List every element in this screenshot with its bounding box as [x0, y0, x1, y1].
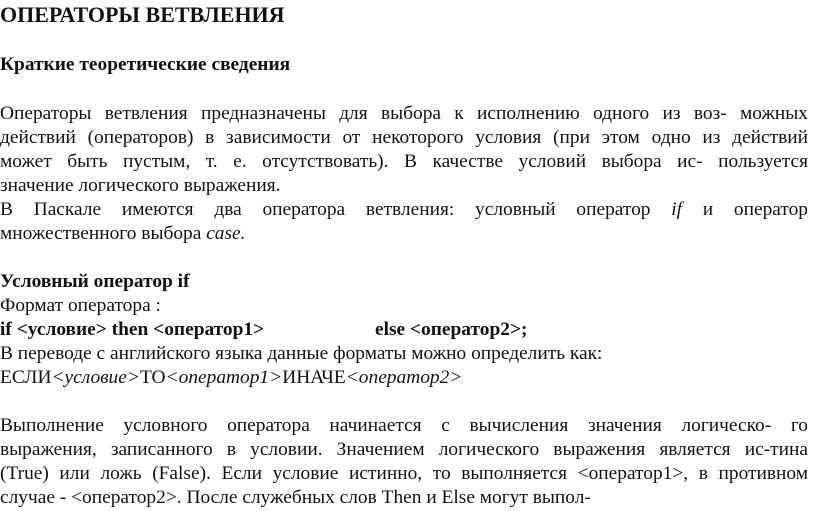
- paragraph-3-line-3: (True) или ложь (False). Если условие истинно, то выполняется <оператор1>, в противном: [0, 463, 808, 484]
- paragraph-2-text-end: и оператор: [682, 199, 808, 220]
- placeholder-operator2: <оператор2>: [345, 367, 463, 388]
- syntax-if-then: if <условие> then <оператор1>: [0, 319, 265, 340]
- paragraph-2-line-1: [0, 197, 808, 222]
- paragraph-2-line-2: [0, 221, 808, 246]
- syntax-line: [0, 317, 808, 342]
- section-heading: Условный оператор if: [0, 271, 190, 292]
- placeholder-operator1: <оператор1>: [165, 367, 283, 388]
- paragraph-2-line-2-text: множественного выбора: [0, 223, 207, 244]
- paragraph-1-line-4: значение логического выражения.: [0, 175, 281, 196]
- word-esli: ЕСЛИ: [0, 367, 52, 388]
- paragraph-2-text: В Паскале имеются два оператора ветвления: условный оператор: [0, 199, 672, 220]
- placeholder-condition: <условие>: [51, 367, 140, 388]
- word-to: ТО: [139, 367, 166, 388]
- syntax-else: else <оператор2>;: [375, 319, 528, 340]
- paragraph-3-line-1: Выполнение условного оператора начинается с вычисления значения логическо- го: [0, 415, 808, 436]
- keyword-case: case.: [206, 223, 246, 244]
- translation-intro: В переводе с английского языка данные форматы можно определить как:: [0, 343, 603, 364]
- keyword-if: if: [671, 199, 683, 220]
- translation-line: [0, 365, 808, 390]
- page-title: ОПЕРАТОРЫ ВЕТВЛЕНИЯ: [0, 2, 285, 27]
- paragraph-3-line-4: случае - <оператор2>. После служебных слов Then и Else могут выпол-: [0, 487, 591, 508]
- word-inache: ИНАЧЕ: [282, 367, 346, 388]
- paragraph-1-line-1: Операторы ветвления предназначены для выбора к исполнению одного из воз- можных: [0, 103, 808, 124]
- format-label: Формат оператора :: [0, 295, 161, 316]
- paragraph-1-line-2: действий (операторов) в зависимости от некоторого условия (при этом одно из действий: [0, 127, 808, 148]
- paragraph-3-line-2: выражения, записанного в условии. Значением логического выражения является ис-тина: [0, 439, 808, 460]
- paragraph-1-line-3: может быть пустым, т. е. отсутствовать). В качестве условий выбора ис- пользуется: [0, 151, 808, 172]
- subtitle: Краткие теоретические сведения: [0, 54, 291, 75]
